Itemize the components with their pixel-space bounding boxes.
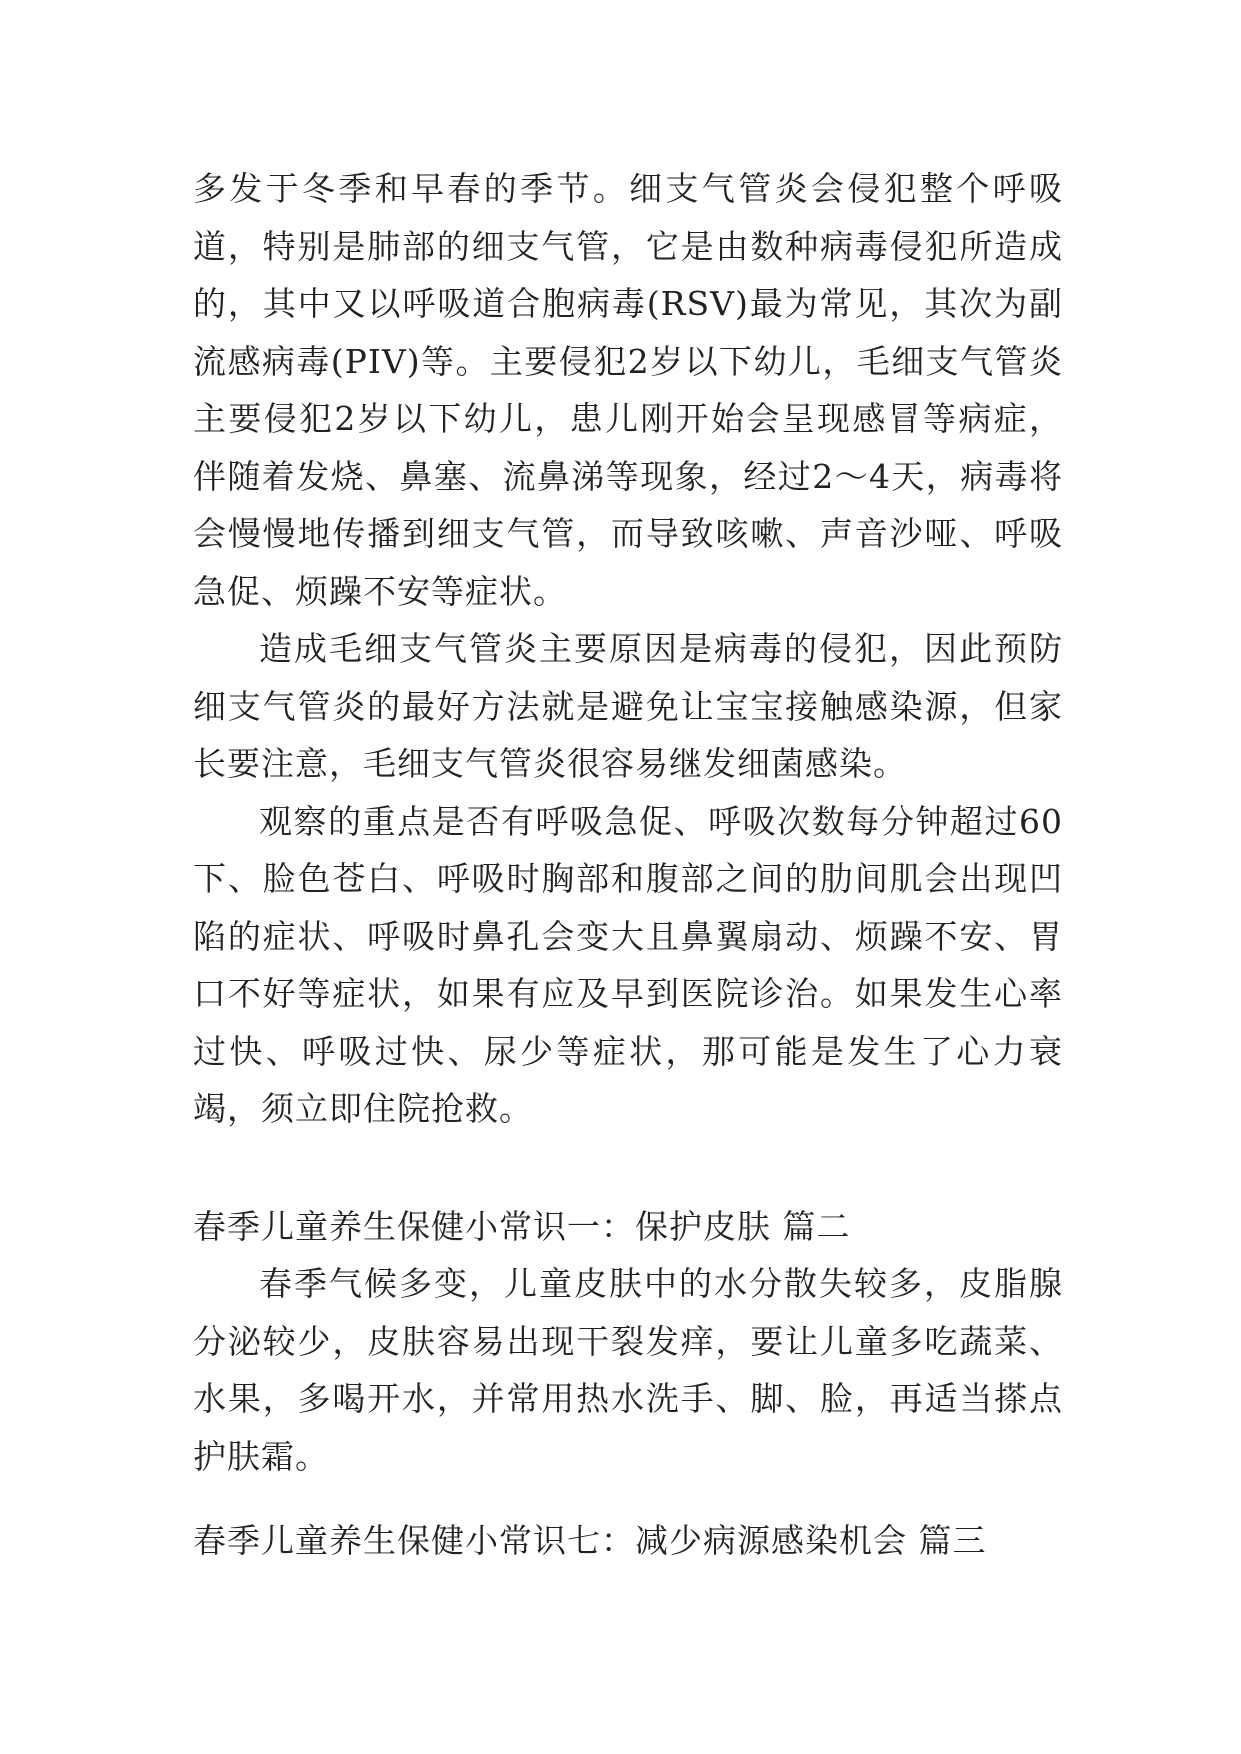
section-heading-infection: 春季儿童养生保健小常识七：减少病源感染机会 篇三 xyxy=(193,1521,987,1560)
section-heading-skin: 春季儿童养生保健小常识一：保护皮肤 篇二 xyxy=(193,1206,851,1246)
paragraph-prevention: 造成毛细支气管炎主要原因是病毒的侵犯，因此预防细支气管炎的最好方法就是避免让宝宝接触感染源，但家长要注意，毛细支气管炎很容易继发细菌感染。 xyxy=(193,629,1063,783)
paragraph-continued: 多发于冬季和早春的季节。细支气管炎会侵犯整个呼吸道，特别是肺部的细支气管，它是由数种病毒侵犯所造成的，其中又以呼吸道合胞病毒(RSV)最为常见，其次为副流感病毒(PIV)等。主要侵犯2岁以下幼儿，毛细支气管炎主要侵犯2岁以下幼儿，患儿刚开始会呈现感冒等病症，伴随着发烧、鼻塞、流鼻涕等现象，经过2～4天，病毒将会慢慢地传播到细支气管，而导致咳嗽、声音沙哑、呼吸急促、烦躁不安等症状。 xyxy=(193,169,1063,611)
section-spacer xyxy=(193,1138,1063,1198)
section-spacer xyxy=(193,1485,1063,1512)
paragraph-skin-care: 春季气候多变，儿童皮肤中的水分散失较多，皮脂腺分泌较少，皮肤容易出现干裂发痒，要让儿童多吃蔬菜、水果，多喝开水，并常用热水洗手、脚、脸，再适当搽点护肤霜。 xyxy=(193,1264,1063,1476)
document-body xyxy=(193,160,1063,1570)
paragraph-observation: 观察的重点是否有呼吸急促、呼吸次数每分钟超过60下、脸色苍白、呼吸时胸部和腹部之间的肋间肌会出现凹陷的症状、呼吸时鼻孔会变大且鼻翼扇动、烦躁不安、胃口不好等症状，如果有应及早到医院诊治。如果发生心率过快、呼吸过快、尿少等症状，那可能是发生了心力衰竭，须立即住院抢救。 xyxy=(193,801,1063,1128)
